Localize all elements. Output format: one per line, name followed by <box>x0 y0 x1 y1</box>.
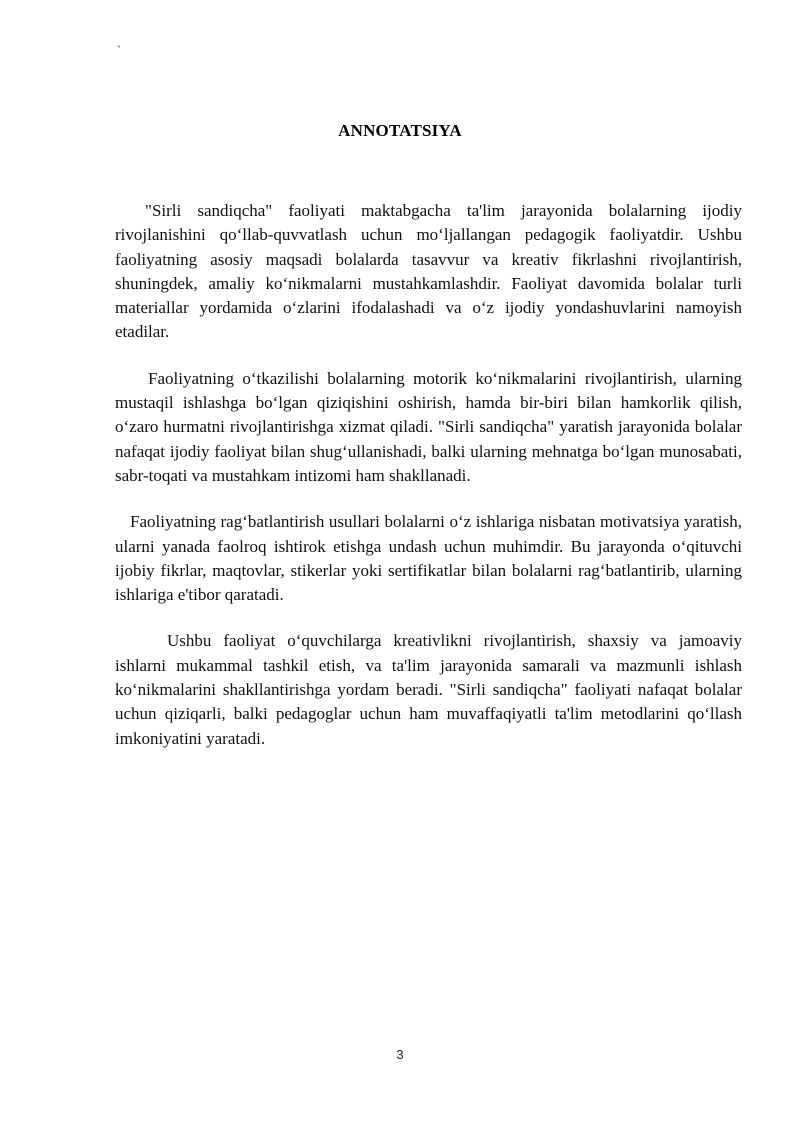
corner-mark: ` <box>117 43 121 57</box>
paragraph: Faoliyatning rag‘batlantirish usullari bolalarni o‘z ishlariga nisbatan motivatsiya yaratish, ularni yanada faolroq ishtirok etishga undash uchun muhimdir. Bu jarayonda o‘qituvchi ijobiy fikrlar, maqtovlar, stikerlar yoki sertifikatlar bilan bolalarni rag‘batlantirib, ularning ishlariga e'tibor qaratadi. <box>115 512 742 605</box>
paragraph: Faoliyatning o‘tkazilishi bolalarning motorik ko‘nikmalarini rivojlantirish, ularning mustaqil ishlashga bo‘lgan qiziqishini oshirish, hamda bir-biri bilan hamkorlik qilish, o‘zaro hurmatni rivojlantirishga xizmat qiladi. "Sirli sandiqcha" yaratish jarayonida bolalar nafaqat ijodiy faoliyat bilan shug‘ullanishadi, balki ularning mehnatga bo‘lgan munosabati, sabr-toqati va mustahkam intizomi ham shakllanadi. <box>115 368 742 485</box>
paragraph: Ushbu faoliyat o‘quvchilarga kreativlikni rivojlantirish, shaxsiy va jamoaviy ishlarni mukammal tashkil etish, va ta'lim jarayonida samarali va mazmunli ishlash ko‘nikmalarini shakllantirishga yordam beradi. "Sirli sandiqcha" faoliyati nafaqat bolalar uchun qiziqarli, balki pedagoglar uchun ham muvaffaqiyatli ta'lim metodlarini qo‘llash imkoniyatini yaratadi. <box>115 631 742 748</box>
page-title: ANNOTATSIYA <box>338 121 462 140</box>
page-number: 3 <box>396 1047 404 1062</box>
paragraph: "Sirli sandiqcha" faoliyati maktabgacha ta'lim jarayonida bolalarning ijodiy rivojlanishini qo‘llab-quvvatlash uchun mo‘ljallangan pedagogik faoliyatdir. Ushbu faoliyatning asosiy maqsadi bolalarda tasavvur va kreativ fikrlashni rivojlantirish, shuningdek, amaliy ko‘nikmalarni mustahkamlashdir. Faoliyat davomida bolalar turli materiallar yordamida o‘zlarini ifodalashadi va o‘z ijodiy yondashuvlarini namoyish etadilar. <box>115 201 742 342</box>
annotation-body <box>115 199 742 751</box>
